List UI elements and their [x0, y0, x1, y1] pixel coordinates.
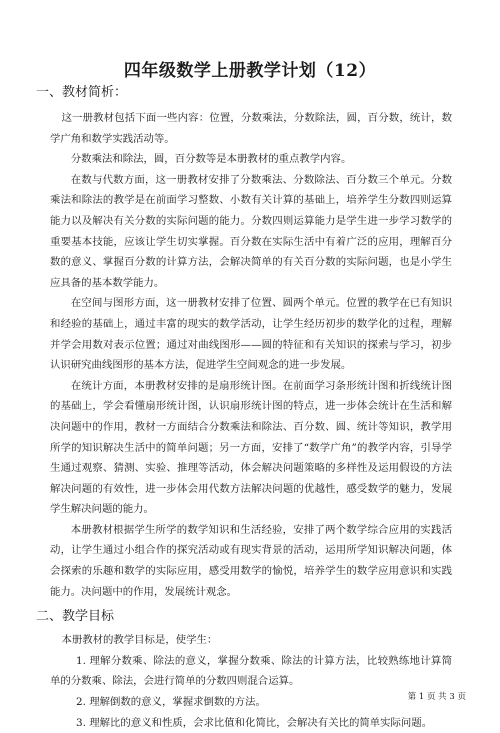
list-item: 1. 理解分数乘、除法的意义，掌握分数乘、除法的计算方法，比较熟练地计算简单的分数乘、除法，会进行简单的分数四则混合运算。	[50, 654, 452, 688]
paragraph: 这一册教材包括下面一些内容：位置，分数乘法，分数除法，圆，百分数，统计，数学广角和数学实践活动等。	[50, 112, 452, 145]
list-item: 2. 理解倒数的意义，掌握求倒数的方法。	[76, 696, 266, 709]
document-body	[36, 84, 452, 733]
paragraph: 分数乘法和除法，圆，百分数等是本册教材的重点教学内容。	[70, 153, 352, 166]
document-title: 四年级数学上册教学计划（12）	[123, 61, 377, 81]
paragraph: 在数与代数方面，这一册教材安排了分数乘法、分数除法、百分数三个单元。分数乘法和除法的教学是在前面学习整数、小数有关计算的基础上，培养学生分数四则运算能力以及解决有关分数的实际问题的能力。分数四则运算能力是学生进一步学习数学的重要基本技能，应该让学生切实掌握。百分数在实际生活中有着广泛的应用，理解百分数的意义、掌握百分数的计算方法，会解决简单的有关百分数的实际问题，也是小学生应具备的基本数学能力。	[50, 173, 452, 289]
section-heading-teaching-goals: 二、教学目标	[36, 609, 115, 625]
section-heading-textbook-analysis: 一、教材简析：	[36, 85, 128, 100]
paragraph: 在统计方面，本册教材安排的是扇形统计图。在前面学习条形统计图和折线统计图的基础上，学会看懂扇形统计图，认识扇形统计图的特点，进一步体会统计在生活和解决问题中的作用，教材一方面结合分数乘法和除法、百分数、圆、统计等知识，教学用所学的知识解决生活中的简单问题；另一方面，安排了“数学广角”的教学内容，引导学生通过观察、猜测、实验、推理等活动，体会解决问题策略的多样性及运用假设的方法解决问题的有效性，进一步体会用代数方法解决问题的优越性，感受数学的魅力，发展学生解决问题的能力。	[50, 379, 452, 516]
page-number-footer: 第 1 页 共 3 页	[407, 692, 466, 702]
paragraph: 本册教材根据学生所学的数学知识和生活经验，安排了两个数学综合应用的实践活动，让学生通过小组合作的探究活动或有现实背景的活动，运用所学知识解决问题，体会探索的乐趣和数学的实际应用，感受用数学的愉悦，培养学生的数学应用意识和实践能力。决问题中的作用，发展统计观念。	[50, 523, 452, 598]
paragraph: 本册教材的教学目标是，使学生：	[61, 634, 218, 647]
paragraph: 在空间与图形方面，这一册教材安排了位置、圆两个单元。位置的教学在已有知识和经验的基础上，通过丰富的现实的数学活动，让学生经历初步的数学化的过程，理解并学会用数对表示位置；通过对曲线图形——圆的特征和有关知识的探索与学习，初步认识研究曲线图形的基本方法，促进学生空间观念的进一步发展。	[50, 297, 452, 372]
list-item: 3. 理解比的意义和性质，会求比值和化简比，会解决有关比的简单实际问题。	[76, 716, 433, 729]
